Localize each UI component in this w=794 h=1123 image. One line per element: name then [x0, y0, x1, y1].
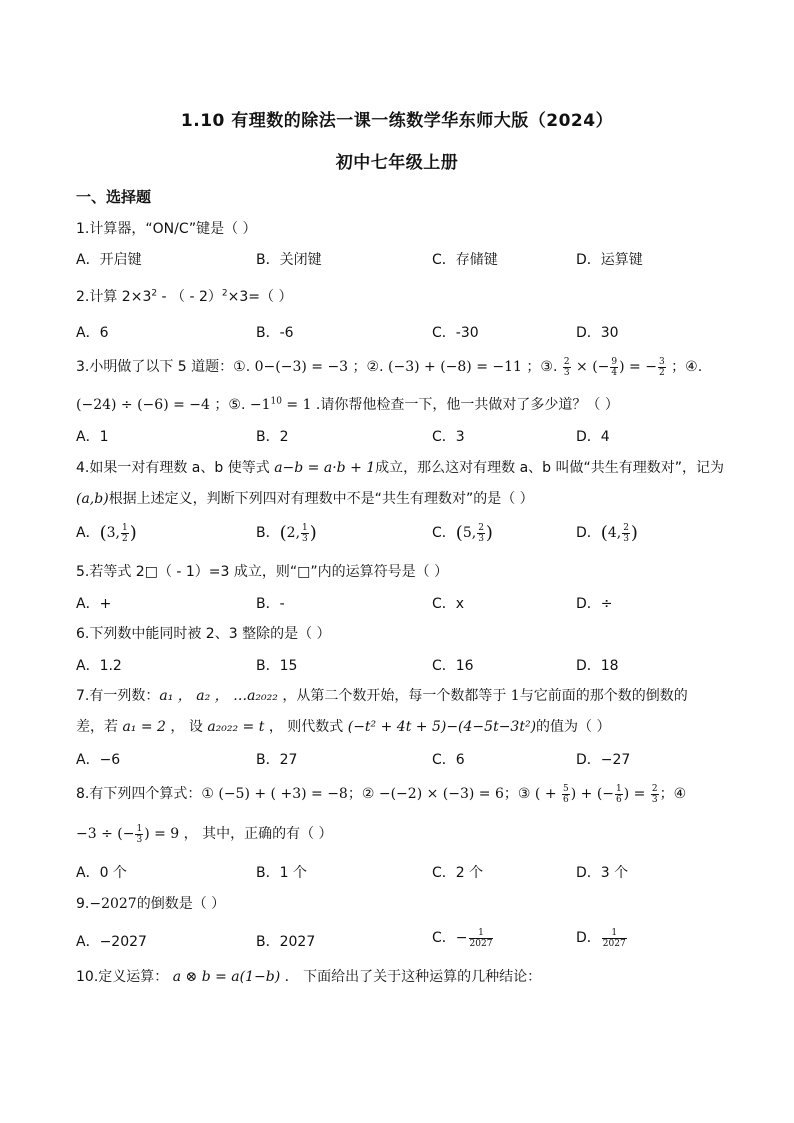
fraction	[622, 523, 630, 544]
question-4-option-a: A．(3, $\frac{1}{2}$ )	[76, 522, 137, 544]
q8-text: ；④	[659, 786, 687, 802]
q4-equation: a−b = a·b + 1	[274, 460, 376, 476]
question-4-line-1	[76, 457, 724, 477]
option-label: D．	[576, 525, 601, 541]
paren: )	[485, 522, 493, 544]
q3-text: ；②.	[348, 359, 388, 375]
q3-expr-4: ) = −	[619, 359, 657, 375]
q8-expr-3: ( +	[534, 786, 561, 802]
question-9-option-d	[576, 927, 628, 949]
question-4-option-b: B．(2, $\frac{1}{3}$ )	[256, 522, 317, 544]
q9-text: 9.	[76, 896, 90, 912]
question-5-option-c: C．x	[432, 596, 465, 612]
fraction	[610, 357, 618, 378]
question-7-line-1	[76, 685, 688, 705]
question-5-stem: 5.若等式 2□（ - 1）=3 成立，则“□”内的运算符号是（ ）	[76, 564, 449, 580]
question-3-option-c: C．3	[432, 429, 465, 445]
fraction-denominator: 3	[478, 533, 484, 544]
question-7-option-a: A．−6	[76, 752, 121, 768]
fraction-numerator: 2	[623, 522, 629, 533]
question-5-option-b: B．-	[256, 596, 285, 612]
question-4-option-d: D．(4, $\frac{2}{3}$ )	[576, 522, 638, 544]
fraction-denominator: 3	[302, 533, 308, 544]
q3-text: ；⑤.	[209, 397, 250, 413]
paren: )	[309, 522, 317, 544]
question-9-stem	[76, 893, 225, 913]
fraction-denominator: 3	[563, 367, 570, 378]
q7-text: 与它前面的那个数的倒数的	[519, 688, 688, 704]
option-label: D．	[576, 930, 601, 946]
question-7-option-d: D．−27	[576, 752, 631, 768]
fraction	[602, 928, 627, 949]
fraction-numerator: 5	[563, 783, 569, 794]
question-7-line-2	[76, 716, 610, 736]
fraction	[477, 523, 485, 544]
q7-number: 1	[510, 688, 520, 704]
question-1-option-c: C．存储键	[432, 252, 498, 268]
q8-text: ；②	[347, 786, 379, 802]
question-2-option-b: B．-6	[256, 325, 294, 341]
question-7-option-b: B．27	[256, 752, 298, 768]
fraction	[651, 784, 659, 805]
q3-expr-7: = 1	[281, 397, 312, 413]
fraction	[469, 928, 494, 949]
q8-text: ；③	[503, 786, 535, 802]
question-6-option-b: B．15	[256, 658, 298, 674]
paren: (	[279, 522, 287, 544]
pair-first: 2	[286, 525, 296, 541]
document-subtitle: 初中七年级上册	[335, 153, 459, 173]
fraction	[562, 784, 570, 805]
q10-text: 10.定义运算：	[76, 969, 173, 985]
question-3-option-d: D．4	[576, 429, 610, 445]
question-1-option-b: B．关闭键	[256, 252, 322, 268]
question-9-option-b: B．2027	[256, 934, 316, 950]
q7-text: ， 设	[165, 719, 208, 735]
fraction	[301, 523, 309, 544]
option-label: C．−	[432, 930, 468, 946]
q3-text: ；③.	[521, 359, 562, 375]
fraction-numerator: 2	[651, 783, 658, 794]
question-8-option-c: C．2 个	[432, 865, 484, 881]
paren: (	[600, 522, 608, 544]
question-9-option-c	[432, 927, 494, 949]
pair-first: 5	[462, 525, 472, 541]
q7-text: 7.有一列数：	[76, 688, 160, 704]
fraction-denominator: 3	[623, 533, 629, 544]
fraction	[121, 523, 129, 544]
question-2-option-c: C．-30	[432, 325, 479, 341]
q7-text: 的值为（ ）	[536, 719, 611, 735]
pair-first: 3	[106, 525, 116, 541]
question-10-stem	[76, 966, 541, 986]
q9-text: 的倒数是（ ）	[136, 896, 226, 912]
fraction-denominator: 6	[616, 794, 622, 805]
q2-stem-pre: 2.计算 2×3	[76, 289, 152, 305]
q2-stem-mid: - （ - 2）	[157, 289, 222, 305]
paren: )	[630, 522, 638, 544]
fraction-numerator: 1	[616, 783, 622, 794]
fraction	[658, 357, 666, 378]
question-3-option-b: B．2	[256, 429, 289, 445]
q8-expr-4: ) + (−	[570, 786, 615, 802]
q3-expr-6: −1	[249, 397, 271, 413]
q7-expr-3: (−t² + 4t + 5)−(4−5t−3t²)	[347, 719, 537, 735]
question-5-option-d: D．÷	[576, 596, 613, 612]
q3-expr-1: 0−(−3) = −3	[254, 359, 349, 375]
q4-text: 根据上述定义，判断下列四对有理数中不是“共生有理数对”的是（ ）	[108, 491, 534, 507]
question-7-option-c: C．6	[432, 752, 465, 768]
q3-text: .请你帮他检查一下，他一共做对了多少道？（ ）	[311, 397, 619, 413]
fraction-numerator: 1	[136, 823, 143, 834]
q8-expr-2: −(−2) × (−3) = 6	[378, 786, 504, 802]
fraction-numerator: 2	[478, 522, 484, 533]
question-1-option-a: A．开启键	[76, 252, 142, 268]
fraction-denominator: 3	[651, 794, 658, 805]
q7-text: 差，若	[76, 719, 123, 735]
fraction-denominator: 3	[136, 834, 143, 845]
question-8-line-1	[76, 783, 686, 805]
q8-expr-7: ) = 9	[144, 826, 180, 842]
question-6-option-d: D．18	[576, 658, 619, 674]
fraction-denominator: 2027	[602, 938, 626, 949]
q2-stem-post: ×3=（ ）	[227, 289, 293, 305]
fraction-numerator: 1	[469, 928, 494, 939]
question-1-option-d: D．运算键	[576, 252, 643, 268]
section-heading-choice: 一、选择题	[76, 188, 152, 206]
q3-exponent: 10	[270, 396, 282, 407]
fraction-denominator: 4	[611, 367, 618, 378]
q3-expr-2: (−3) + (−8) = −11	[388, 359, 522, 375]
question-8-line-2	[76, 823, 333, 845]
q4-text: 4.如果一对有理数 a、b 使等式	[76, 460, 275, 476]
q4-text: 成立，那么这对有理数 a、b 叫做“共生有理数对”，记为	[375, 460, 725, 476]
question-2-option-a: A．6	[76, 325, 109, 341]
option-label: C．	[432, 525, 456, 541]
q7-text: ， 则代数式	[264, 719, 348, 735]
q7-expr-2: a₂₀₂₂ = t	[207, 719, 265, 735]
q9-number: −2027	[89, 896, 137, 912]
question-4-line-2	[76, 488, 534, 508]
fraction-numerator: 9	[611, 356, 618, 367]
fraction-numerator: 3	[658, 356, 665, 367]
paren: (	[455, 522, 463, 544]
option-label: A．	[76, 525, 100, 541]
question-1-stem: 1.计算器，“ON/C”键是（ ）	[76, 221, 257, 237]
q8-expr-5: ) =	[623, 786, 650, 802]
fraction-denominator: 6	[563, 794, 569, 805]
q7-sequence: a₁ ， a₂ ， …a₂₀₂₂	[159, 688, 278, 704]
question-6-stem: 6.下列数中能同时被 2、3 整除的是（ ）	[76, 626, 331, 642]
option-label: B．	[256, 525, 280, 541]
q3-expr-5: (−24) ÷ (−6) = −4	[76, 397, 210, 413]
fraction	[563, 357, 571, 378]
q7-expr-1: a₁ = 2	[122, 719, 166, 735]
paren: )	[129, 522, 137, 544]
question-3-option-a: A．1	[76, 429, 109, 445]
q3-expr-3: × (−	[571, 359, 610, 375]
question-2-stem	[76, 286, 292, 306]
fraction	[615, 784, 623, 805]
question-3-line-1	[76, 356, 702, 378]
document-title: 1.10 有理数的除法一课一练数学华东师大版（2024）	[180, 111, 614, 131]
question-8-option-a: A．0 个	[76, 865, 127, 881]
fraction-denominator: 2	[121, 533, 128, 544]
question-8-option-d: D．3 个	[576, 865, 629, 881]
fraction-numerator: 2	[563, 356, 570, 367]
fraction	[135, 824, 143, 845]
q8-expr-1: (−5) + ( +3) = −8	[218, 786, 348, 802]
q2-sup-2: 2	[221, 288, 228, 299]
paren: (	[99, 522, 107, 544]
fraction-numerator: 1	[602, 928, 627, 939]
q10-text: ． 下面给出了关于这种运算的几种结论：	[280, 969, 542, 985]
q8-expr-6: −3 ÷ (−	[76, 826, 135, 842]
fraction-denominator: 2027	[469, 938, 493, 949]
question-6-option-c: C．16	[432, 658, 474, 674]
question-9-option-a: A．−2027	[76, 934, 147, 950]
question-2-option-d: D．30	[576, 325, 619, 341]
fraction-denominator: 2	[658, 367, 665, 378]
pair-first: 4	[607, 525, 617, 541]
fraction-numerator: 1	[302, 522, 308, 533]
question-3-line-2	[76, 394, 619, 414]
q2-sup-1: 2	[151, 288, 158, 299]
q10-definition: a ⊗ b = a(1−b)	[172, 969, 281, 985]
q8-text: 8.有下列四个算式：①	[76, 786, 219, 802]
question-4-option-c: C．(5, $\frac{2}{3}$ )	[432, 522, 493, 544]
q8-text: ， 其中，正确的有（ ）	[179, 826, 333, 842]
question-8-option-b: B．1 个	[256, 865, 307, 881]
q3-text: ；④.	[666, 359, 703, 375]
q7-text: ，从第二个数开始，每一个数都等于	[277, 688, 511, 704]
q4-pair-notation: (a,b)	[76, 491, 109, 507]
q3-text: 3.小明做了以下 5 道题：①.	[76, 359, 255, 375]
question-6-option-a: A．1.2	[76, 658, 122, 674]
question-5-option-a: A．+	[76, 596, 112, 612]
fraction-numerator: 1	[121, 522, 128, 533]
